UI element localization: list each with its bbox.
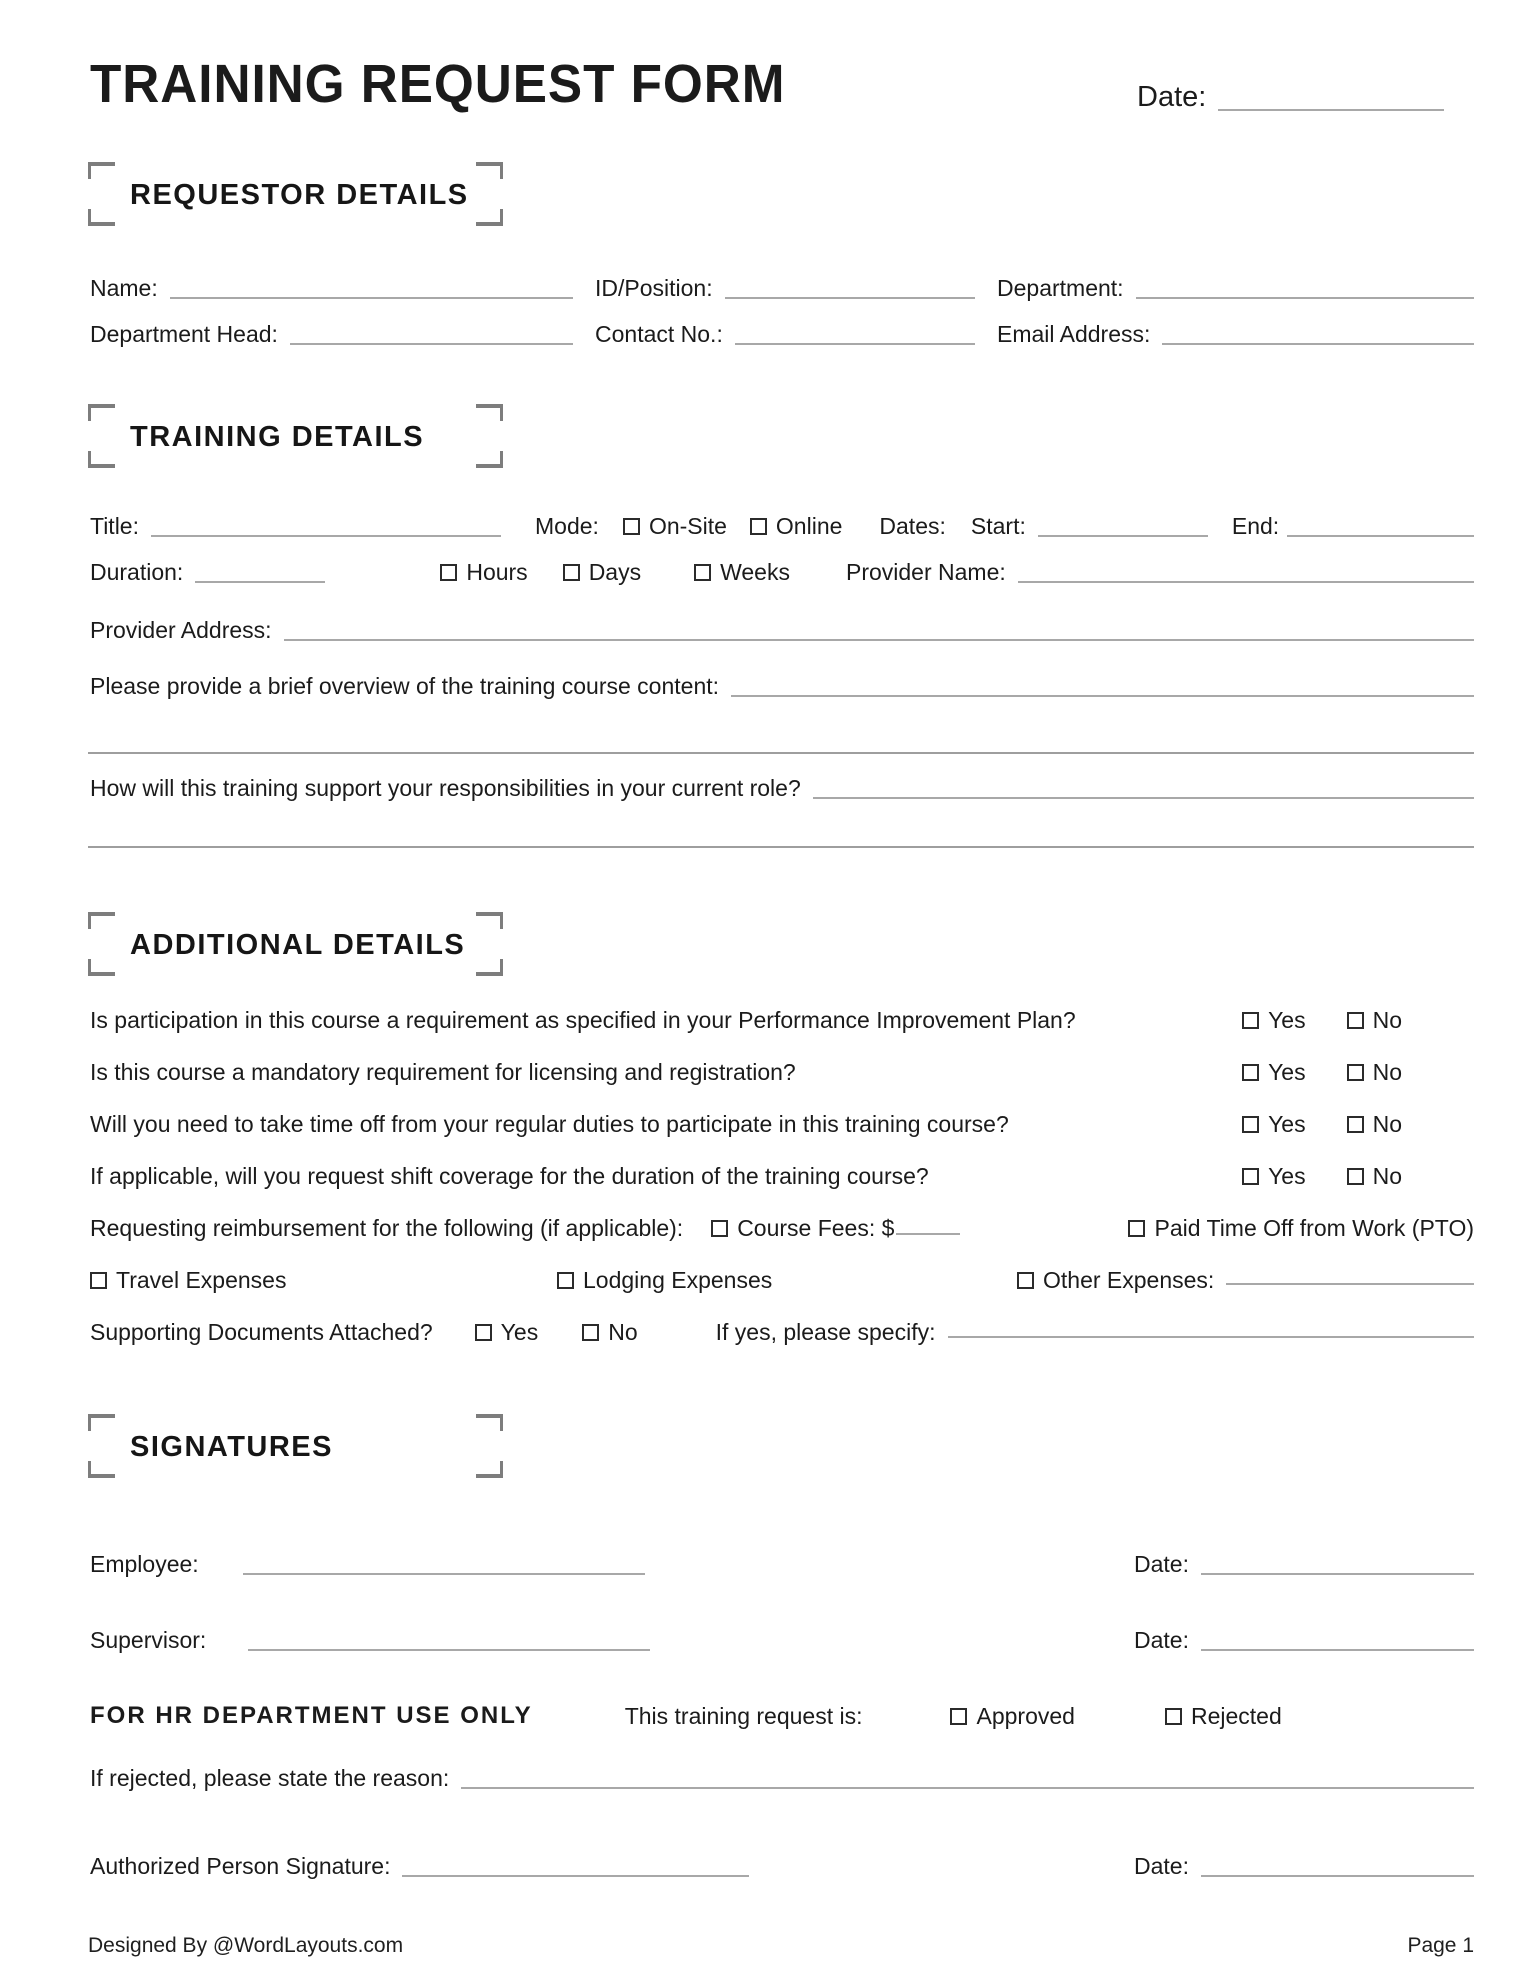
question-row-pip (90, 994, 1474, 1046)
shift-no-checkbox[interactable] (1347, 1168, 1364, 1185)
hours-checkbox[interactable] (440, 564, 457, 581)
bracket-icon (88, 1414, 115, 1431)
hr-decision-row (90, 1692, 1474, 1740)
bracket-icon (476, 162, 503, 179)
days-checkbox[interactable] (563, 564, 580, 581)
other-expenses-checkbox[interactable] (1017, 1272, 1034, 1289)
bracket-icon (476, 404, 503, 421)
duration-row (90, 540, 1474, 586)
header-date-input-line[interactable] (1218, 109, 1444, 111)
training-title-input-line[interactable] (151, 535, 501, 537)
hours-option (440, 559, 527, 586)
other-expenses-option (1017, 1267, 1474, 1294)
online-label: Online (775, 513, 843, 540)
section-header-requestor (88, 162, 503, 226)
course-fees-option (711, 1215, 960, 1242)
licensing-yes-option (1242, 1059, 1306, 1086)
no-label: No (1372, 1006, 1402, 1033)
timeoff-no-checkbox[interactable] (1347, 1116, 1364, 1133)
designer-credit: Designed By @WordLayouts.com (88, 1934, 404, 1957)
provider-name-label: Provider Name: (845, 559, 1006, 586)
shift-yes-option (1242, 1163, 1306, 1190)
approved-checkbox[interactable] (950, 1708, 967, 1725)
section-title-training: TRAINING DETAILS (130, 421, 425, 454)
role-support-input-line-1[interactable] (813, 797, 1474, 799)
no-label: No (608, 1318, 638, 1345)
question-text: Is participation in this course a requirement as specified in your Performance Improvement Plan? (90, 1006, 1076, 1033)
authorized-signature-line[interactable] (402, 1875, 749, 1877)
question-row-timeoff (90, 1098, 1474, 1150)
page-number: Page 1 (1407, 1934, 1474, 1957)
employee-label: Employee: (90, 1551, 199, 1578)
page-footer (88, 1934, 1474, 1958)
authorized-date-label: Date: (1134, 1853, 1189, 1880)
pto-option (1128, 1215, 1474, 1242)
section-title-requestor: REQUESTOR DETAILS (130, 179, 469, 212)
name-input-line[interactable] (170, 297, 573, 299)
supervisor-label: Supervisor: (90, 1627, 207, 1654)
email-label: Email Address: (997, 321, 1151, 348)
question-row-licensing (90, 1046, 1474, 1098)
supervisor-date-line[interactable] (1201, 1649, 1474, 1651)
contact-no-label: Contact No.: (595, 321, 723, 348)
supporting-docs-row (90, 1306, 1474, 1358)
supervisor-date-label: Date: (1134, 1627, 1189, 1654)
bracket-icon (476, 209, 503, 226)
provider-address-label: Provider Address: (90, 617, 272, 644)
course-fees-checkbox[interactable] (711, 1220, 728, 1237)
pto-label: Paid Time Off from Work (PTO) (1154, 1214, 1474, 1241)
header (90, 55, 1474, 114)
section-header-additional (88, 912, 503, 976)
timeoff-yes-option (1242, 1111, 1306, 1138)
no-label: No (1372, 1058, 1402, 1085)
request-is-label: This training request is: (624, 1702, 863, 1729)
page-title: TRAINING REQUEST FORM (90, 54, 786, 114)
weeks-option (694, 559, 790, 586)
authorized-date-line[interactable] (1201, 1875, 1474, 1877)
travel-expenses-option (90, 1267, 557, 1294)
rejection-reason-row (90, 1754, 1474, 1792)
yes-label: Yes (500, 1318, 539, 1345)
licensing-no-option (1347, 1059, 1402, 1086)
bracket-icon (476, 912, 503, 929)
section-title-additional: ADDITIONAL DETAILS (130, 929, 466, 962)
authorized-signature-label: Authorized Person Signature: (90, 1853, 391, 1880)
lodging-expenses-label: Lodging Expenses (583, 1266, 773, 1293)
pip-yes-option (1242, 1007, 1306, 1034)
docs-yes-option (475, 1319, 539, 1346)
requestor-row-2 (90, 302, 1474, 348)
days-label: Days (588, 559, 642, 586)
bracket-icon (476, 451, 503, 468)
bracket-icon (88, 959, 115, 976)
timeoff-yes-checkbox[interactable] (1242, 1116, 1259, 1133)
header-date-label: Date: (1137, 81, 1207, 114)
overview-prompt: Please provide a brief overview of the training course content: (90, 673, 720, 700)
bracket-icon (88, 209, 115, 226)
employee-signature-row (90, 1530, 1474, 1578)
question-text: If applicable, will you request shift coverage for the duration of the training course? (90, 1162, 929, 1189)
travel-expenses-label: Travel Expenses (116, 1266, 287, 1293)
section-header-training (88, 404, 503, 468)
contact-no-input-line[interactable] (735, 343, 975, 345)
email-input-line[interactable] (1162, 343, 1474, 345)
requestor-row-1 (90, 254, 1474, 302)
department-head-label: Department Head: (90, 321, 278, 348)
pip-yes-checkbox[interactable] (1242, 1012, 1259, 1029)
yes-label: Yes (1268, 1058, 1306, 1085)
hr-heading: FOR HR DEPARTMENT USE ONLY (90, 1702, 533, 1730)
section-header-signatures (88, 1414, 503, 1478)
pto-checkbox[interactable] (1128, 1220, 1145, 1237)
overview-input-line-1[interactable] (731, 695, 1474, 697)
end-date-label: End: (1231, 513, 1280, 540)
bracket-icon (476, 1414, 503, 1431)
authorized-signature-row (90, 1834, 1474, 1880)
employee-signature-line[interactable] (243, 1573, 645, 1575)
header-date-row (1137, 81, 1474, 114)
training-title-label: Title: (90, 513, 139, 540)
department-head-input-line[interactable] (290, 343, 573, 345)
duration-label: Duration: (90, 559, 184, 586)
section-title-signatures: SIGNATURES (130, 1431, 333, 1464)
licensing-yes-checkbox[interactable] (1242, 1064, 1259, 1081)
name-label: Name: (90, 275, 158, 302)
weeks-label: Weeks (720, 559, 790, 586)
docs-no-checkbox[interactable] (582, 1324, 599, 1341)
approved-label: Approved (976, 1702, 1075, 1729)
onsite-checkbox[interactable] (623, 518, 640, 535)
bracket-icon (88, 1461, 115, 1478)
licensing-no-checkbox[interactable] (1347, 1064, 1364, 1081)
reimbursement-label: Requesting reimbursement for the following (if applicable): (90, 1214, 684, 1241)
no-label: No (1372, 1110, 1402, 1137)
bracket-icon (88, 912, 115, 929)
reimbursement-row (90, 1202, 1474, 1254)
travel-expenses-checkbox[interactable] (90, 1272, 107, 1289)
onsite-label: On-Site (648, 513, 727, 540)
specify-input-line[interactable] (948, 1336, 1475, 1338)
lodging-expenses-option (557, 1267, 1017, 1294)
days-option (563, 559, 641, 586)
role-support-prompt: How will this training support your responsibilities in your current role? (90, 775, 801, 802)
pip-no-checkbox[interactable] (1347, 1012, 1364, 1029)
expenses-row (90, 1254, 1474, 1306)
duration-input-line[interactable] (195, 581, 325, 583)
dates-label: Dates: (879, 513, 946, 540)
provider-address-row (90, 586, 1474, 644)
bracket-icon (88, 404, 115, 421)
specify-label: If yes, please specify: (715, 1318, 936, 1345)
pip-no-option (1347, 1007, 1402, 1034)
bracket-icon (88, 162, 115, 179)
online-checkbox[interactable] (750, 518, 767, 535)
question-text: Will you need to take time off from your regular duties to participate in this training course? (90, 1110, 1009, 1137)
mode-label: Mode: (535, 513, 599, 540)
course-fees-label: Course Fees: $ (737, 1214, 895, 1241)
yes-label: Yes (1268, 1162, 1306, 1189)
bracket-icon (476, 1461, 503, 1478)
department-label: Department: (997, 275, 1124, 302)
department-input-line[interactable] (1136, 297, 1474, 299)
yes-label: Yes (1268, 1006, 1306, 1033)
employee-date-label: Date: (1134, 1551, 1189, 1578)
supporting-docs-label: Supporting Documents Attached? (90, 1318, 433, 1345)
rejected-checkbox[interactable] (1165, 1708, 1182, 1725)
shift-no-option (1347, 1163, 1402, 1190)
shift-yes-checkbox[interactable] (1242, 1168, 1259, 1185)
role-support-row (90, 754, 1474, 802)
no-label: No (1372, 1162, 1402, 1189)
supervisor-signature-row (90, 1606, 1474, 1654)
weeks-checkbox[interactable] (694, 564, 711, 581)
approved-option (950, 1703, 1074, 1730)
end-date-input-line[interactable] (1287, 535, 1474, 537)
bracket-icon (476, 959, 503, 976)
other-expenses-input-line[interactable] (1226, 1283, 1474, 1285)
lodging-expenses-checkbox[interactable] (557, 1272, 574, 1289)
rejection-reason-label: If rejected, please state the reason: (90, 1765, 450, 1792)
training-title-row (90, 494, 1474, 540)
provider-address-input-line[interactable] (284, 639, 1474, 641)
rejection-reason-input-line[interactable] (461, 1787, 1474, 1789)
overview-row (90, 644, 1474, 700)
role-support-input-line-2[interactable] (88, 846, 1474, 848)
bracket-icon (88, 451, 115, 468)
mode-online-option (750, 513, 842, 540)
course-fees-amount-line[interactable] (896, 1233, 960, 1235)
timeoff-no-option (1347, 1111, 1402, 1138)
question-row-shift-coverage (90, 1150, 1474, 1202)
docs-no-option (582, 1319, 637, 1346)
id-position-input-line[interactable] (725, 297, 975, 299)
start-date-label: Start: (970, 513, 1026, 540)
hours-label: Hours (466, 559, 528, 586)
question-text: Is this course a mandatory requirement for licensing and registration? (90, 1058, 796, 1085)
employee-date-line[interactable] (1201, 1573, 1474, 1575)
start-date-input-line[interactable] (1038, 535, 1208, 537)
id-position-label: ID/Position: (595, 275, 713, 302)
rejected-option (1165, 1703, 1282, 1730)
docs-yes-checkbox[interactable] (475, 1324, 492, 1341)
yes-label: Yes (1268, 1110, 1306, 1137)
rejected-label: Rejected (1190, 1702, 1282, 1729)
mode-onsite-option (623, 513, 727, 540)
provider-name-input-line[interactable] (1018, 581, 1474, 583)
other-expenses-label: Other Expenses: (1043, 1266, 1215, 1293)
supervisor-signature-line[interactable] (248, 1649, 650, 1651)
